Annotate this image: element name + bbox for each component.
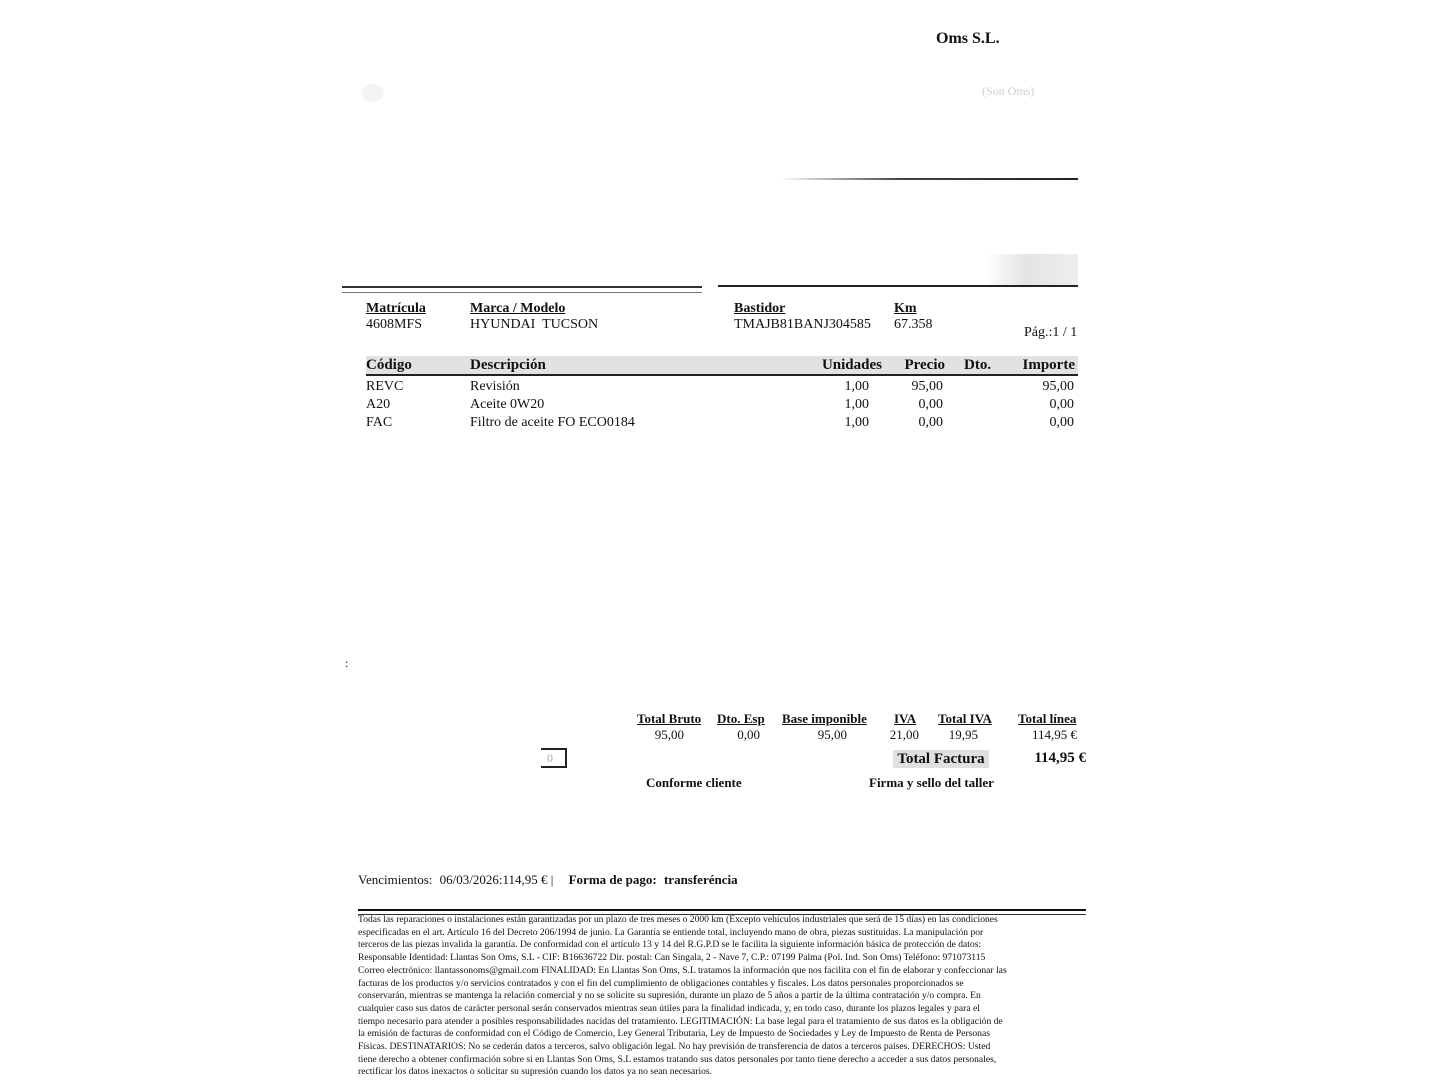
iva-label: IVA [894,711,917,726]
payment-line [358,872,738,888]
table-row [366,397,1078,415]
legal-line: conservarán, mientras se mantenga la relación comercial y no se solicite su supresión, durante un plazo de 5 años a partir de la última contratación y/o compra. En [358,990,981,1002]
row-codigo: REVC [366,379,404,394]
col-codigo-header: Código [366,357,412,373]
row-unidades: 1,00 [844,397,869,412]
total-bruto-value: 95,00 [654,727,684,742]
row-unidades: 1,00 [844,379,869,394]
stray-mark: : [345,656,349,670]
legal-line: Físicas. DESTINATARIOS: No se cederán datos a terceros, salvo obligación legal. No hay previsión de transferencia de datos a terceros países. DERECHOS: Usted [358,1041,991,1053]
legal-line: la emisión de facturas de conformidad con el Código de Comercio, Ley General Tributaria, Ley de Impuesto de Sociedades y Ley de Impuesto de Renta de Personas [358,1028,990,1040]
left-double-rule [342,286,702,293]
legal-line: Correo electrónico: llantassonoms@gmail.com FINALIDAD: En Llantas Son Oms, S.L tratamos la información que nos facilita con el fin de elaborar y confeccionar las [358,964,1007,976]
total-factura-label: Total Factura [893,750,989,768]
right-rule [718,285,1078,287]
table-row [366,415,1078,433]
row-importe: 95,00 [1042,379,1074,394]
km-label: Km [894,301,917,316]
legal-line: terceros de las piezas invalida la garantía. De conformidad con el artículo 13 y 14 del R.G.P.D se le facilita la siguiente información básica de protección de datos: [358,939,982,951]
lines-table-body [366,379,1078,433]
row-descripcion: Revisión [470,379,520,394]
header-shadow [985,254,1078,286]
matricula-label: Matrícula [366,301,426,316]
km-value: 67.358 [894,317,933,332]
partial-box: 0 [541,748,567,768]
base-imponible-label: Base imponible [782,711,867,726]
base-imponible-value: 95,00 [817,727,847,742]
total-factura-value: 114,95 € [1034,750,1086,766]
legal-line: Todas las reparaciones o instalaciones están garantizadas por un plazo de tres meses o 2000 km (Excepto vehículos industriales que será de 15 días) en las condiciones [358,914,998,925]
row-unidades: 1,00 [844,415,869,430]
signature-taller: Firma y sello del taller [869,775,994,790]
company-name: Oms S.L. [936,30,1000,47]
legal-line: facturas de los productos y/o servicios contratados y con el fin del cumplimiento de obligaciones contables y fiscales. Los datos personales proporcionados se [358,977,964,989]
total-linea-label: Total línea [1018,711,1077,726]
page-number: Pág.:1 / 1 [1024,325,1078,340]
row-descripcion: Aceite 0W20 [470,397,545,412]
row-precio: 0,00 [918,397,943,412]
total-linea-value: 114,95 € [1031,727,1077,742]
dto-esp-value: 0,00 [737,727,760,742]
vencimientos-label: Vencimientos: [358,872,433,887]
legal-line: cualquier caso sus datos de carácter personal serán conservados mientras sean útiles para la finalidad indicada, y, en todo caso, durante los plazos legales y para el [358,1002,980,1014]
legal-line: tiene derecho a obtener confirmación sobre si en Llantas Son Oms, S.L estamos tratando sus datos personales por tanto tiene derecho a acceder a sus datos personales, [358,1053,997,1065]
row-importe: 0,00 [1049,415,1074,430]
table-row [366,379,1078,397]
row-precio: 0,00 [918,415,943,430]
row-precio: 95,00 [911,379,943,394]
header-rule [780,178,1078,180]
total-iva-label: Total IVA [938,711,992,726]
matricula-value: 4608MFS [366,317,423,332]
company-faint-text: (Son Oms) [982,84,1035,98]
total-iva-value: 19,95 [948,727,978,742]
marca-modelo-label: Marca / Modelo [470,301,566,316]
row-codigo: FAC [366,415,393,430]
total-bruto-label: Total Bruto [637,711,702,726]
forma-pago-label: Forma de pago: [568,872,657,887]
row-descripcion: Filtro de aceite FO ECO0184 [470,415,635,430]
bastidor-label: Bastidor [734,301,786,316]
col-importe-header: Importe [1022,357,1075,373]
signature-cliente: Conforme cliente [646,775,742,790]
col-unidades-header: Unidades [821,357,882,373]
legal-line: Responsable Identidad: Llantas Son Oms, S.L - CIF: B16636722 Dir. postal: Can Singala, 2 - Nave 7, C.P.: 07199 Palma (Pol. Ind. Son Oms) Teléfono: 971073115 [358,952,986,964]
forma-pago-value: transferéncia [663,872,738,887]
legal-line: especificadas en el art. Artículo 16 del Decreto 206/1994 de junio. La Garantía se entiende total, incluyendo mano de obra, piezas sustituidas. La manipulación por [358,926,984,938]
dto-esp-label: Dto. Esp [717,711,765,726]
row-importe: 0,00 [1049,397,1074,412]
bastidor-value: TMAJB81BANJ304585 [734,317,871,332]
col-precio-header: Precio [904,357,945,373]
legal-line: tiempo necesario para atender a posibles responsabilidades nacidas del tratamiento. LEGITIMACIÓN: La base legal para el tratamiento de sus datos es la obligación de [358,1015,1003,1027]
col-descripcion-header: Descripción [470,357,546,373]
vencimientos-value: 06/03/2026:114,95 € | [439,872,554,887]
legal-text [358,914,1098,1079]
marca-modelo-value: HYUNDAI TUCSON [470,317,599,332]
iva-value: 21,00 [889,727,919,742]
row-codigo: A20 [366,397,391,412]
logo-remnant [362,84,384,102]
col-dto-header: Dto. [964,357,992,373]
legal-line: rectificar los datos inexactos o solicitar su supresión cuando los datos ya no sean necesarios. [358,1066,713,1078]
